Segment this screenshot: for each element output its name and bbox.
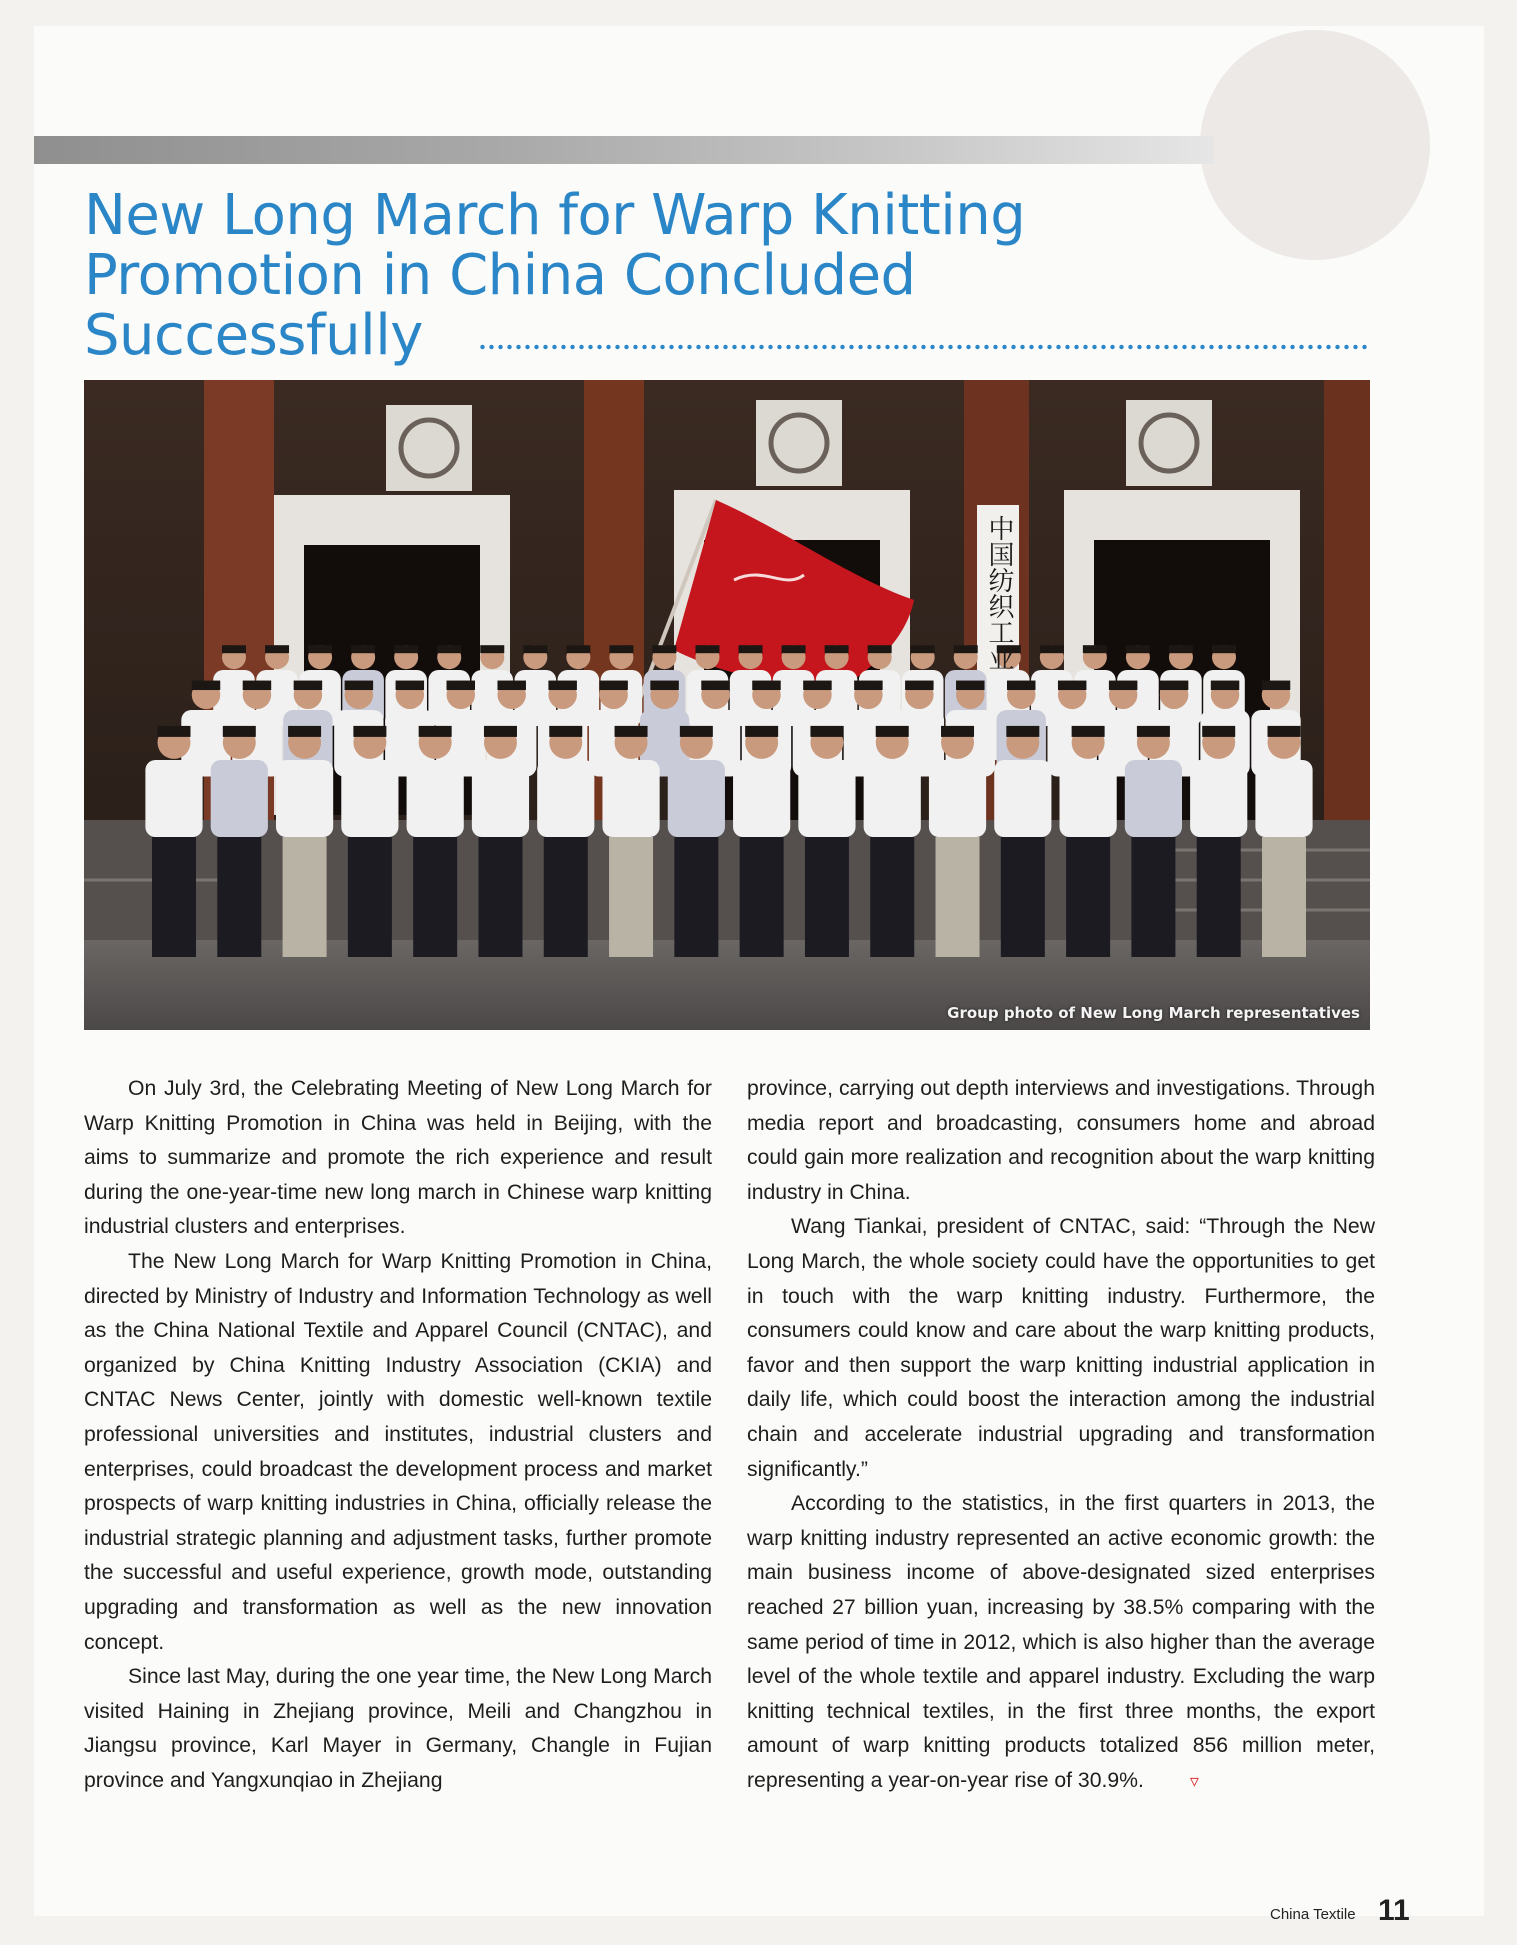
group-photo (84, 380, 1370, 1030)
header-gray-band (34, 136, 1214, 164)
page-footer (1270, 1896, 1430, 1926)
paragraph-2: The New Long March for Warp Knitting Promotion in China, directed by Ministry of Industry and Information Technology as well as the China National Textile and Apparel Council (CNTAC), and organized by China Knitting Industry Association (CKIA) and CNTAC News Center, jointly with domestic well-known textile professional universities and institutes, industrial clusters and enterprises, could broadcast the development process and market prospects of warp knitting industries in China, officially release the industrial strategic planning and adjustment tasks, further promote the successful and useful experience, growth mode, outstanding upgrading and transformation as well as the new innovation concept. (84, 1249, 712, 1654)
paragraph-3-continued: province, carrying out depth interviews and investigations. Through media report and broadcasting, consumers home and abroad could gain more realization and recognition about the warp knitting industry in China. (747, 1077, 1375, 1204)
article-title (84, 183, 1364, 368)
paragraph-3: Since last May, during the one year time, the New Long March visited Haining in Zhejiang province, Meili and Changzhou in Jiangsu province, Karl Mayer in Germany, Changle in Fujian province and Yangxunqiao in Zhejiang (84, 1665, 712, 1792)
title-line-2: Promotion in China Concluded (84, 243, 916, 308)
page-number: 11 (1378, 1894, 1410, 1927)
paragraph-5 (747, 1487, 1375, 1798)
paragraph-5-text: According to the statistics, in the first quarters in 2013, the warp knitting industry represented an active economic growth: the main business income of above-designated sized enterprises reached 27 billion yuan, increasing by 38.5% comparing with the same period of time in 2012, which is also higher than the average level of the whole textile and apparel industry. Excluding the warp knitting technical textiles, in the first three months, the export amount of warp knitting products totalized 856 million meter, representing a year-on-year rise of 30.9%. (747, 1492, 1375, 1792)
end-of-article-icon: ▿ (1189, 1770, 1199, 1791)
right-column (747, 1072, 1375, 1798)
paragraph-4: Wang Tiankai, president of CNTAC, said: “Through the New Long March, the whole society could have the opportunities to get in touch with the warp knitting industry. Furthermore, the consumers could know and care about the warp knitting products, favor and then support the warp knitting industrial application in daily life, which could boost the interaction among the industrial chain and accelerate industrial upgrading and transformation significantly.” (747, 1215, 1375, 1481)
title-line-1: New Long March for Warp Knitting (84, 183, 1026, 248)
photo-caption: Group photo of New Long March representatives (947, 1004, 1360, 1022)
title-line-3: Successfully (84, 303, 423, 368)
magazine-name: China Textile (1270, 1906, 1356, 1923)
paragraph-1: On July 3rd, the Celebrating Meeting of New Long March for Warp Knitting Promotion in China was held in Beijing, with the aims to summarize and promote the rich experience and result during the one-year-time new long march in Chinese warp knitting industrial clusters and enterprises. (84, 1077, 712, 1239)
title-dotted-rule (478, 342, 1368, 352)
group-photo-illustration (84, 380, 1370, 1030)
left-column (84, 1072, 712, 1798)
photo-sign-text: 中国纺织工业 (984, 515, 1014, 671)
